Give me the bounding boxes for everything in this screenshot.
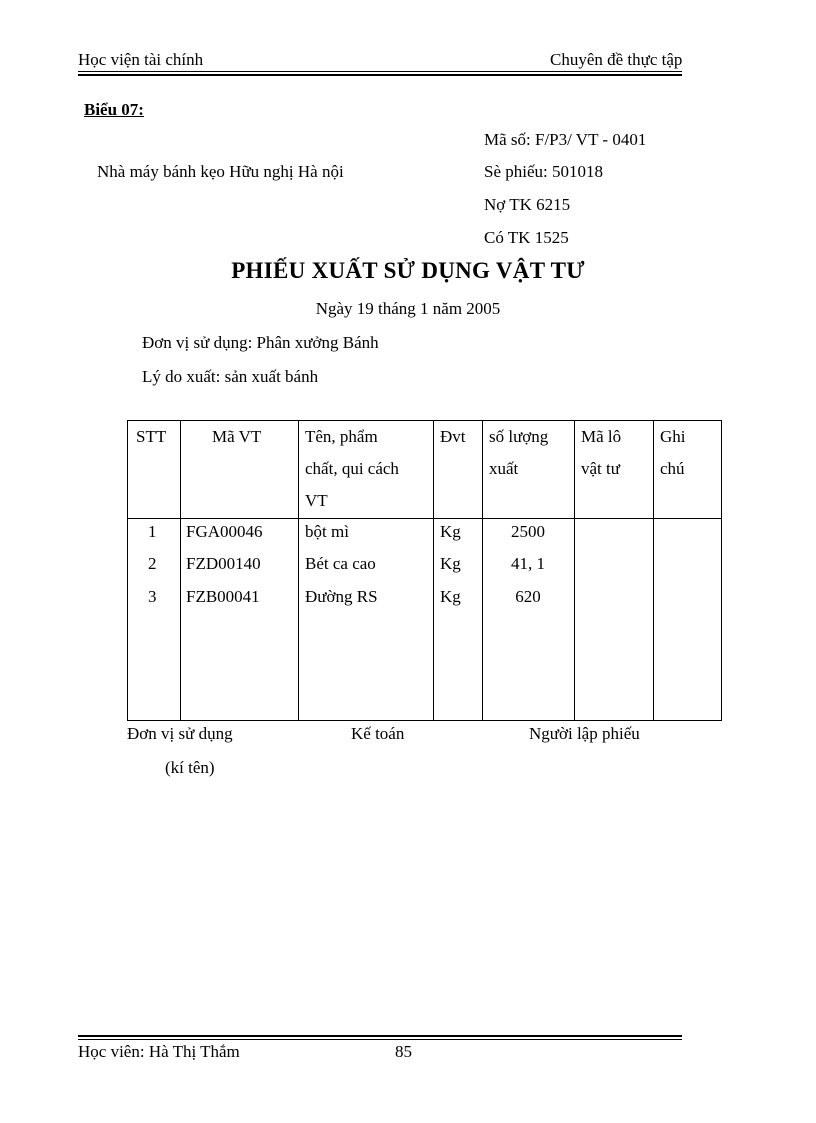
header-rule-thin (78, 71, 682, 72)
header-rule-thick (78, 74, 682, 76)
form-code: Mã số: F/P3/ VT - 0401 (484, 130, 647, 149)
row2-ten: Bét ca cao (305, 554, 376, 573)
form-label: Biểu 07: (84, 100, 144, 119)
th-so-luong-line1: số lượng (489, 427, 549, 446)
factory-name: Nhà máy bánh kẹo Hữu nghị Hà nội (97, 162, 344, 181)
th-stt: STT (136, 427, 167, 446)
row3-ma-vt: FZB00041 (186, 587, 260, 606)
row2-so-luong: 41, 1 (511, 554, 545, 573)
signature-user-note: (kí tên) (165, 758, 215, 777)
signature-user: Đơn vị sử dụng (127, 724, 233, 743)
credit-account: Có TK 1525 (484, 228, 569, 247)
th-ten-line2: chất, qui cách (305, 459, 399, 478)
row2-dvt: Kg (440, 554, 461, 573)
th-so-luong-line2: xuất (489, 459, 519, 478)
materials-table (127, 420, 722, 721)
th-dvt: Đvt (440, 427, 466, 446)
th-ma-vt: Mã VT (212, 427, 262, 446)
row3-stt: 3 (148, 587, 157, 606)
footer-rule-thin (78, 1039, 682, 1040)
th-ten-line3: VT (305, 491, 328, 510)
row1-stt: 1 (148, 522, 157, 541)
row2-stt: 2 (148, 554, 157, 573)
th-ten-line1: Tên, phẩm (305, 427, 378, 446)
row1-so-luong: 2500 (511, 522, 545, 541)
header-topic: Chuyên đề thực tập (550, 50, 683, 69)
using-unit: Đơn vị sử dụng: Phân xưởng Bánh (142, 333, 379, 352)
col-divider (180, 421, 181, 720)
footer-student: Học viên: Hà Thị Thắm (78, 1042, 240, 1061)
row1-ten: bột mì (305, 522, 349, 541)
footer-rule-thick (78, 1035, 682, 1037)
row2-ma-vt: FZD00140 (186, 554, 261, 573)
row1-ma-vt: FGA00046 (186, 522, 263, 541)
th-ghi-chu-line1: Ghi (660, 427, 686, 446)
th-ghi-chu-line2: chú (660, 459, 685, 478)
document-title: PHIẾU XUẤT SỬ DỤNG VẬT TƯ (231, 258, 585, 283)
signature-accountant: Kế toán (351, 724, 405, 743)
th-ma-lo-line2: vật tư (581, 459, 620, 478)
debit-account: Nợ TK 6215 (484, 195, 571, 214)
row1-dvt: Kg (440, 522, 461, 541)
row3-ten: Đường RS (305, 587, 378, 606)
col-divider (653, 421, 654, 720)
col-divider (574, 421, 575, 720)
slip-number: Sè phiếu: 501018 (484, 162, 603, 181)
col-divider (433, 421, 434, 720)
signature-preparer: Người lập phiếu (529, 724, 640, 743)
th-ma-lo-line1: Mã lô (581, 427, 622, 446)
header-institution: Học viện tài chính (78, 50, 204, 69)
row3-so-luong: 620 (515, 587, 541, 606)
issue-reason: Lý do xuất: sản xuất bánh (142, 367, 319, 386)
page-number: 85 (395, 1042, 412, 1061)
document-date: Ngày 19 tháng 1 năm 2005 (315, 299, 501, 318)
row3-dvt: Kg (440, 587, 461, 606)
col-divider (298, 421, 299, 720)
